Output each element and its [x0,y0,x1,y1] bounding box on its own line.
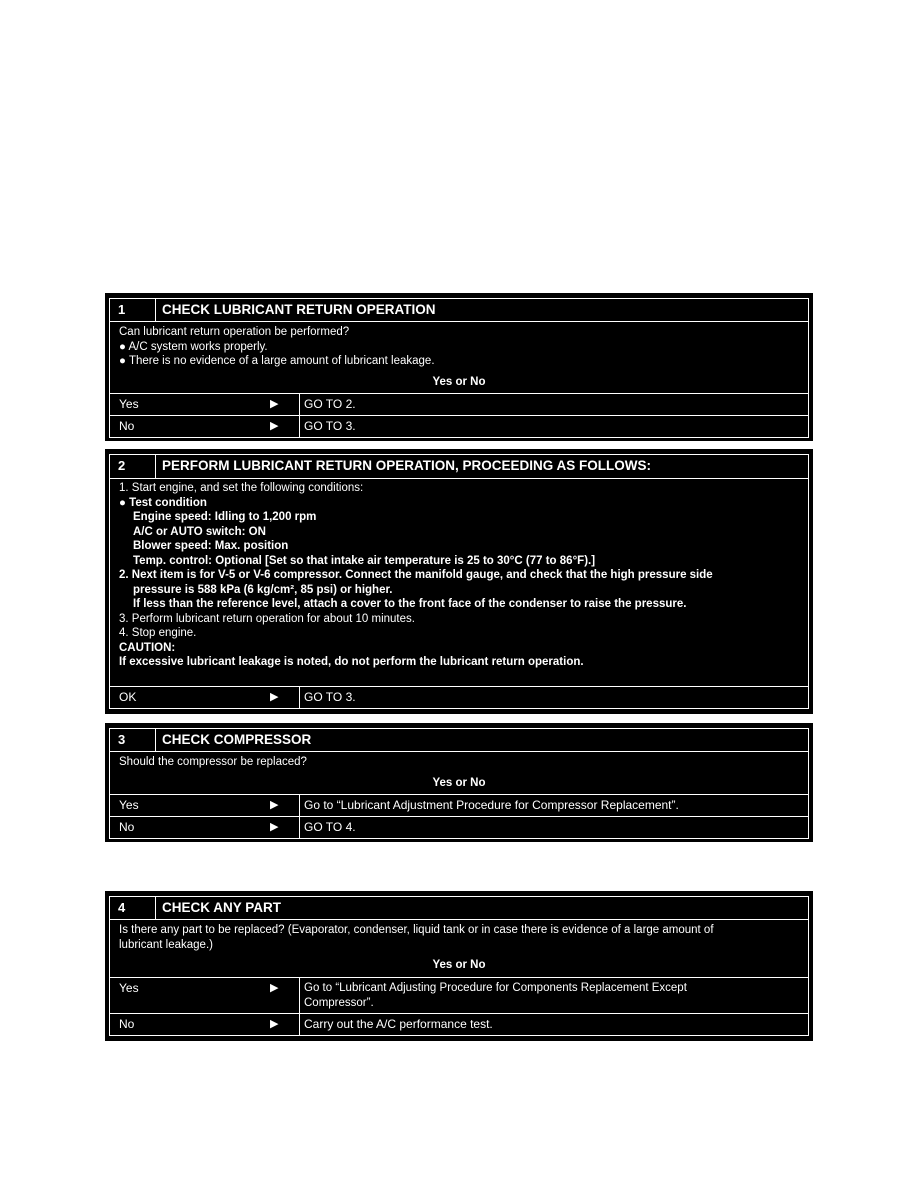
no-label: No [119,1017,135,1031]
instruction-line: 1. Start engine, and set the following conditions: [119,482,364,494]
yes-label: Yes [119,981,139,995]
instruction-line: Blower speed: Max. position [133,540,289,552]
step-4-panel [105,891,813,1041]
no-label: No [119,419,135,433]
bullet-text: A/C system works properly. [128,340,268,353]
step-4-body [109,919,809,978]
bullet-text: There is no evidence of a large amount of lubricant leakage. [128,355,435,367]
yes-or-no-label: Yes or No [432,777,486,789]
no-action: Carry out the A/C performance test. [299,1014,808,1035]
question: Can lubricant return operation be performed? [119,326,350,338]
yes-action: GO TO 2. [299,394,808,415]
instruction-line: A/C or AUTO switch: ON [133,525,266,538]
question: lubricant leakage.) [119,938,213,951]
step-4-no-row[interactable] [109,1013,809,1036]
step-3-panel [105,723,813,842]
step-number: 1 [110,299,156,321]
instruction-line: Engine speed: Idling to 1,200 rpm [133,511,317,523]
right-arrow-icon: ▶ [270,691,279,703]
right-arrow-icon: ▶ [270,982,279,994]
yes-action-line: Go to “Lubricant Adjusting Procedure for Components Replacement Except [304,982,687,994]
yes-label: Yes [119,397,139,411]
step-1-no-row[interactable] [109,415,809,438]
step-4-header [109,896,809,920]
step-3-yes-row[interactable] [109,794,809,817]
step-1-panel [105,293,813,441]
right-arrow-icon: ▶ [270,1018,279,1030]
step-4-text [119,923,800,952]
step-number: 4 [110,897,156,919]
right-arrow-icon: ▶ [270,799,279,811]
step-1-text [119,325,800,369]
right-arrow-icon: ▶ [270,420,279,432]
instruction-line: pressure is 588 kPa (6 kg/cm², 85 psi) or higher. [133,583,393,596]
step-2-panel [105,449,813,714]
caution-label: CAUTION: [119,641,176,654]
right-arrow-icon: ▶ [270,398,279,410]
yes-or-no-label: Yes or No [432,376,486,388]
step-3-no-row[interactable] [109,816,809,839]
step-2-header [109,454,809,479]
instruction-line: Temp. control: Optional [Set so that intake air temperature is 25 to 30°C (77 to 86°F).] [133,554,596,567]
step-2-body [109,478,809,687]
step-title: PERFORM LUBRICANT RETURN OPERATION, PROCEEDING AS FOLLOWS: [162,458,651,473]
step-number: 3 [110,729,156,751]
instruction-line: 3. Perform lubricant return operation for about 10 minutes. [119,612,415,625]
instruction-line: 4. Stop engine. [119,627,197,639]
ok-label: OK [119,690,137,704]
bullet-icon: ● [119,340,129,353]
right-arrow-icon: ▶ [270,821,279,833]
question: Should the compressor be replaced? [119,756,307,768]
step-1-yes-row[interactable] [109,393,809,416]
step-number: 2 [110,455,156,478]
step-2-ok-row[interactable] [109,686,809,709]
no-action: GO TO 4. [299,817,808,838]
step-1-body [109,321,809,394]
yes-or-no-label: Yes or No [432,959,486,971]
question: Is there any part to be replaced? (Evaporator, condenser, liquid tank or in case there is evidence of a large amount of [119,924,714,936]
step-title: CHECK COMPRESSOR [162,732,312,747]
step-2-text [119,481,800,670]
step-title: CHECK ANY PART [162,900,282,915]
instruction-line: 2. Next item is for V-5 or V-6 compressor. Connect the manifold gauge, and check that the high pressure side [119,569,713,581]
caution-text: If excessive lubricant leakage is noted, do not perform the lubricant return operation. [119,656,584,668]
ok-action: GO TO 3. [299,687,808,708]
no-label: No [119,820,135,834]
yes-action-line: Compressor”. [304,996,374,1009]
no-action: GO TO 3. [299,416,808,437]
yes-label: Yes [119,798,139,812]
instruction-line: If less than the reference level, attach a cover to the front face of the condenser to raise the pressure. [133,598,687,610]
step-3-header [109,728,809,752]
bullet-icon: ● [119,496,130,509]
step-title: CHECK LUBRICANT RETURN OPERATION [162,302,436,317]
instruction-line: Test condition [129,496,207,509]
bullet-icon: ● [119,355,129,367]
step-4-yes-row[interactable] [109,977,809,1014]
step-1-header [109,298,809,322]
yes-action: Go to “Lubricant Adjustment Procedure for Compressor Replacement”. [299,795,808,816]
yes-action [299,978,808,1013]
step-3-body [109,751,809,795]
